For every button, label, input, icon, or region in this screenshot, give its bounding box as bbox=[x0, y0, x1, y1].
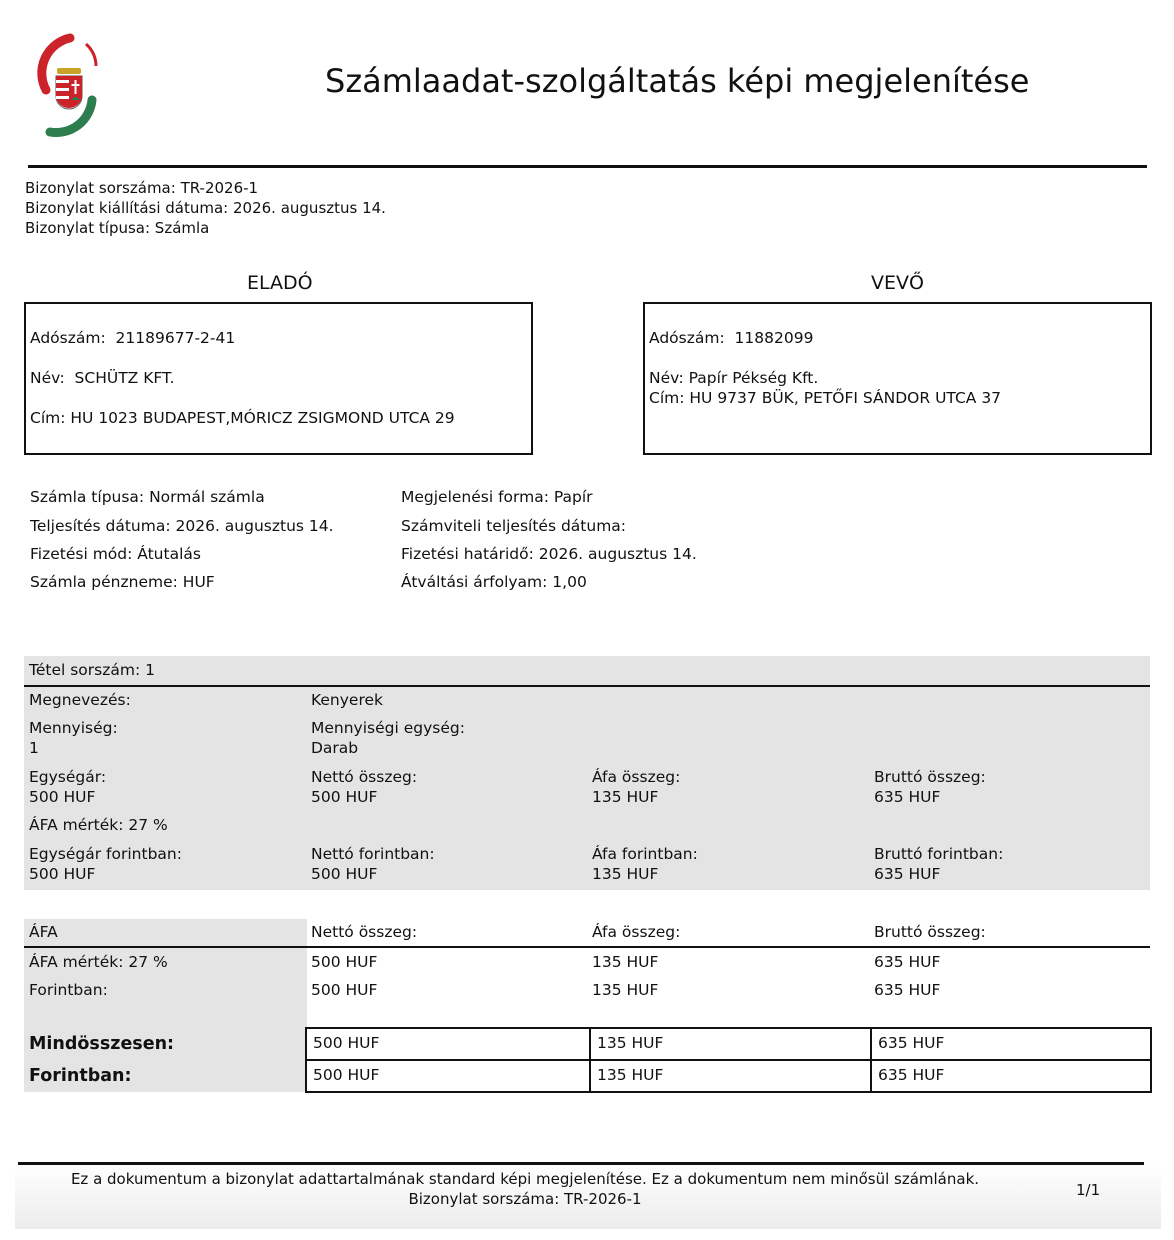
vat-summary-huf-net: 500 HUF bbox=[311, 981, 378, 999]
grand-total-vat: 135 HUF bbox=[589, 1029, 870, 1059]
footer-divider bbox=[18, 1162, 1144, 1165]
item-gross-huf-label: Bruttó forintban: bbox=[874, 845, 1004, 863]
grand-total-huf-net: 500 HUF bbox=[313, 1066, 380, 1084]
item-gross-label: Bruttó összeg: bbox=[874, 768, 986, 786]
grand-total-gross: 635 HUF bbox=[870, 1029, 1150, 1059]
buyer-heading: VEVŐ bbox=[871, 272, 924, 294]
document-type: Bizonylat típusa: Számla bbox=[25, 219, 210, 237]
grand-total-net: 500 HUF bbox=[313, 1034, 380, 1052]
vat-summary-title: ÁFA bbox=[29, 923, 58, 941]
footer-serial: Bizonylat sorszáma: TR-2026-1 bbox=[408, 1190, 642, 1208]
item-net: 500 HUF bbox=[311, 788, 378, 806]
vat-summary-rate-gross: 635 HUF bbox=[874, 953, 941, 971]
footer-disclaimer: Ez a dokumentum a bizonylat adattartalmának standard képi megjelenítése. Ez a dokumentum nem minősül számlának. bbox=[70, 1170, 980, 1188]
buyer-name: Név: Papír Pékség Kft. bbox=[649, 369, 819, 387]
fulfilment-date: Teljesítés dátuma: 2026. augusztus 14. bbox=[30, 517, 334, 535]
payment-method: Fizetési mód: Átutalás bbox=[30, 545, 201, 563]
grand-total-huf-vat: 135 HUF bbox=[589, 1061, 870, 1091]
seller-tax-number: Adószám: 21189677-2-41 bbox=[30, 329, 236, 347]
item-qty: 1 bbox=[29, 739, 39, 757]
vat-summary-huf-gross: 635 HUF bbox=[874, 981, 941, 999]
grand-total-huf-gross: 635 HUF bbox=[870, 1061, 1150, 1091]
vat-summary-net-label: Nettó összeg: bbox=[311, 923, 418, 941]
payment-deadline: Fizetési határidő: 2026. augusztus 14. bbox=[401, 545, 697, 563]
item-vat-rate: ÁFA mérték: 27 % bbox=[29, 816, 168, 834]
item-price: 500 HUF bbox=[29, 788, 96, 806]
hungarian-coat-of-arms-logo bbox=[30, 30, 105, 140]
invoice-currency: Számla pénzneme: HUF bbox=[30, 573, 215, 591]
item-name: Kenyerek bbox=[311, 691, 384, 709]
seller-heading: ELADÓ bbox=[247, 272, 313, 294]
page-number: 1/1 bbox=[1076, 1181, 1101, 1199]
grand-total-huf-label: Forintban: bbox=[29, 1066, 132, 1086]
item-qty-label: Mennyiség: bbox=[29, 719, 118, 737]
item-net-huf-label: Nettó forintban: bbox=[311, 845, 435, 863]
item-divider bbox=[24, 685, 1150, 687]
item-vat-huf-label: Áfa forintban: bbox=[592, 845, 698, 863]
vat-summary-huf-vat: 135 HUF bbox=[592, 981, 659, 999]
exchange-rate: Átváltási árfolyam: 1,00 bbox=[401, 573, 587, 591]
item-net-huf: 500 HUF bbox=[311, 865, 378, 883]
item-price-label: Egységár: bbox=[29, 768, 107, 786]
item-price-huf-label: Egységár forintban: bbox=[29, 845, 182, 863]
item-vat: 135 HUF bbox=[592, 788, 659, 806]
item-vat-label: Áfa összeg: bbox=[592, 768, 681, 786]
item-vat-huf: 135 HUF bbox=[592, 865, 659, 883]
grand-total-huf-row bbox=[305, 1059, 1152, 1093]
grand-total-row bbox=[305, 1027, 1152, 1061]
seller-name: Név: SCHÜTZ KFT. bbox=[30, 369, 175, 387]
appearance-form: Megjelenési forma: Papír bbox=[401, 488, 593, 506]
issue-date: Bizonylat kiállítási dátuma: 2026. augusztus 14. bbox=[25, 199, 386, 217]
item-price-huf: 500 HUF bbox=[29, 865, 96, 883]
item-name-label: Megnevezés: bbox=[29, 691, 131, 709]
item-net-label: Nettó összeg: bbox=[311, 768, 418, 786]
header-divider bbox=[28, 165, 1147, 168]
vat-summary-vat-label: Áfa összeg: bbox=[592, 923, 681, 941]
seller-address: Cím: HU 1023 BUDAPEST,MÓRICZ ZSIGMOND UTCA 29 bbox=[30, 409, 455, 427]
document-serial: Bizonylat sorszáma: TR-2026-1 bbox=[25, 179, 259, 197]
accounting-date: Számviteli teljesítés dátuma: bbox=[401, 517, 627, 535]
buyer-address: Cím: HU 9737 BÜK, PETŐFI SÁNDOR UTCA 37 bbox=[649, 389, 1002, 407]
grand-total-label: Mindösszesen: bbox=[29, 1034, 175, 1054]
item-unit: Darab bbox=[311, 739, 359, 757]
item-unit-label: Mennyiségi egység: bbox=[311, 719, 465, 737]
vat-summary-rate-vat: 135 HUF bbox=[592, 953, 659, 971]
vat-summary-huf-label: Forintban: bbox=[29, 981, 108, 999]
vat-summary-rate: ÁFA mérték: 27 % bbox=[29, 953, 168, 971]
page-title: Számlaadat-szolgáltatás képi megjelenítése bbox=[325, 62, 1030, 100]
vat-summary-rate-net: 500 HUF bbox=[311, 953, 378, 971]
buyer-tax-number: Adószám: 11882099 bbox=[649, 329, 814, 347]
item-gross-huf: 635 HUF bbox=[874, 865, 941, 883]
item-gross: 635 HUF bbox=[874, 788, 941, 806]
vat-summary-gross-label: Bruttó összeg: bbox=[874, 923, 986, 941]
item-number: Tétel sorszám: 1 bbox=[29, 661, 155, 679]
vat-summary-divider bbox=[24, 946, 1150, 948]
invoice-type: Számla típusa: Normál számla bbox=[30, 488, 265, 506]
